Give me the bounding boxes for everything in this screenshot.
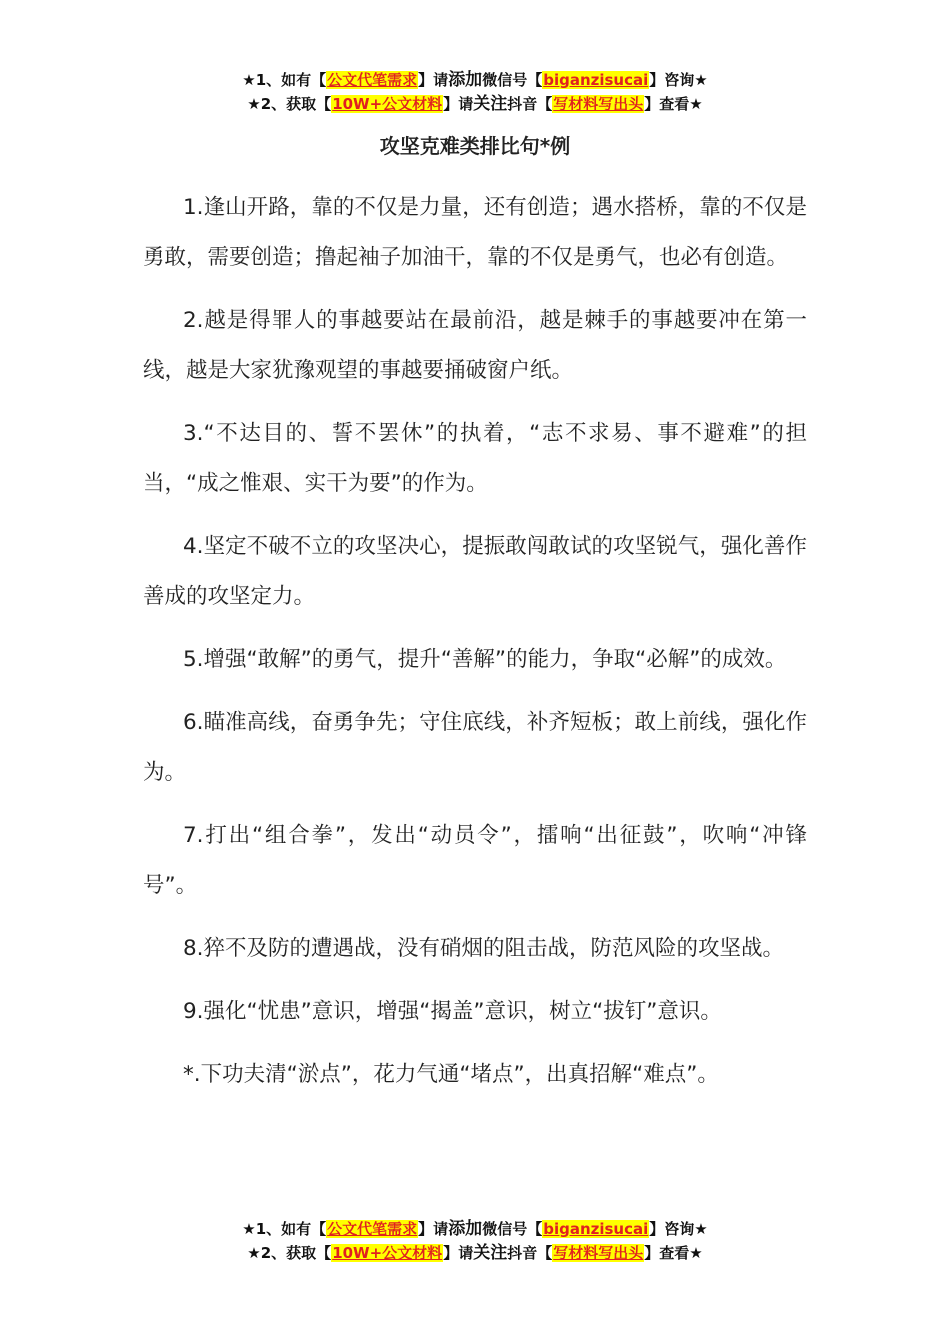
banner-text: 】咨询★ (649, 1220, 708, 1238)
highlight-wechat-id: biganzisucai (543, 1220, 649, 1238)
banner-line-2 (0, 92, 950, 116)
banner-text: ★2、获取【 (247, 1244, 332, 1262)
banner-text: 微信号【 (482, 71, 543, 89)
sentence-list (143, 183, 807, 1113)
highlight-wechat-id: biganzisucai (543, 71, 649, 89)
list-item: 6.瞄准高线，奋勇争先；守住底线，补齐短板；敢上前线，强化作为。 (143, 710, 807, 785)
list-item: 2.越是得罪人的事越要站在最前沿，越是棘手的事越要冲在第一线，越是大家犹豫观望的事越要捅破窗户纸。 (143, 308, 807, 383)
banner-text: ★2、获取【 (247, 95, 332, 113)
highlight-materials: 10W+公文材料 (332, 1244, 443, 1262)
document-title: 攻坚克难类排比句*例 (379, 134, 571, 158)
list-item: 4.坚定不破不立的攻坚决心，提振敢闯敢试的攻坚锐气，强化善作善成的攻坚定力。 (143, 534, 807, 609)
top-banner (0, 68, 950, 116)
banner-emphasis: 添加 (448, 1219, 483, 1239)
banner-emphasis: 关注 (473, 1243, 508, 1263)
highlight-douyin-account: 写材料写出头 (553, 1244, 644, 1262)
banner-text: 】请 (418, 1220, 449, 1238)
highlight-materials: 10W+公文材料 (332, 95, 443, 113)
list-item: 1.逢山开路，靠的不仅是力量，还有创造；遇水搭桥，靠的不仅是勇敢，需要创造；撸起袖子加油干，靠的不仅是勇气，也必有创造。 (143, 195, 807, 270)
highlight-service: 公文代笔需求 (327, 1220, 418, 1238)
banner-line-2 (0, 1241, 950, 1265)
banner-text: 】请 (443, 95, 474, 113)
banner-text: 微信号【 (482, 1220, 543, 1238)
list-item: 9.强化“忧患”意识，增强“揭盖”意识，树立“拔钉”意识。 (183, 999, 722, 1024)
list-item: *.下功夫清“淤点”，花力气通“堵点”，出真招解“难点”。 (183, 1062, 719, 1087)
banner-text: 】查看★ (644, 1244, 703, 1262)
list-item: 5.增强“敢解”的勇气，提升“善解”的能力，争取“必解”的成效。 (183, 647, 787, 672)
banner-line-1 (0, 1217, 950, 1241)
banner-emphasis: 关注 (473, 94, 508, 114)
banner-text: 】请 (443, 1244, 474, 1262)
highlight-douyin-account: 写材料写出头 (553, 95, 644, 113)
banner-text: 】请 (418, 71, 449, 89)
banner-text: 】咨询★ (649, 71, 708, 89)
banner-text: 抖音【 (507, 95, 553, 113)
banner-text: ★1、如有【 (242, 1220, 327, 1238)
list-item: 3.“不达目的、誓不罢休”的执着，“志不求易、事不避难”的担当，“成之惟艰、实干为要”的作为。 (143, 421, 807, 496)
banner-text: ★1、如有【 (242, 71, 327, 89)
banner-text: 抖音【 (507, 1244, 553, 1262)
banner-line-1 (0, 68, 950, 92)
highlight-service: 公文代笔需求 (327, 71, 418, 89)
bottom-banner (0, 1217, 950, 1265)
list-item: 7.打出“组合拳”，发出“动员令”，擂响“出征鼓”，吹响“冲锋号”。 (143, 823, 807, 898)
banner-text: 】查看★ (644, 95, 703, 113)
list-item: 8.猝不及防的遭遇战，没有硝烟的阻击战，防范风险的攻坚战。 (183, 936, 785, 961)
banner-emphasis: 添加 (448, 70, 483, 90)
